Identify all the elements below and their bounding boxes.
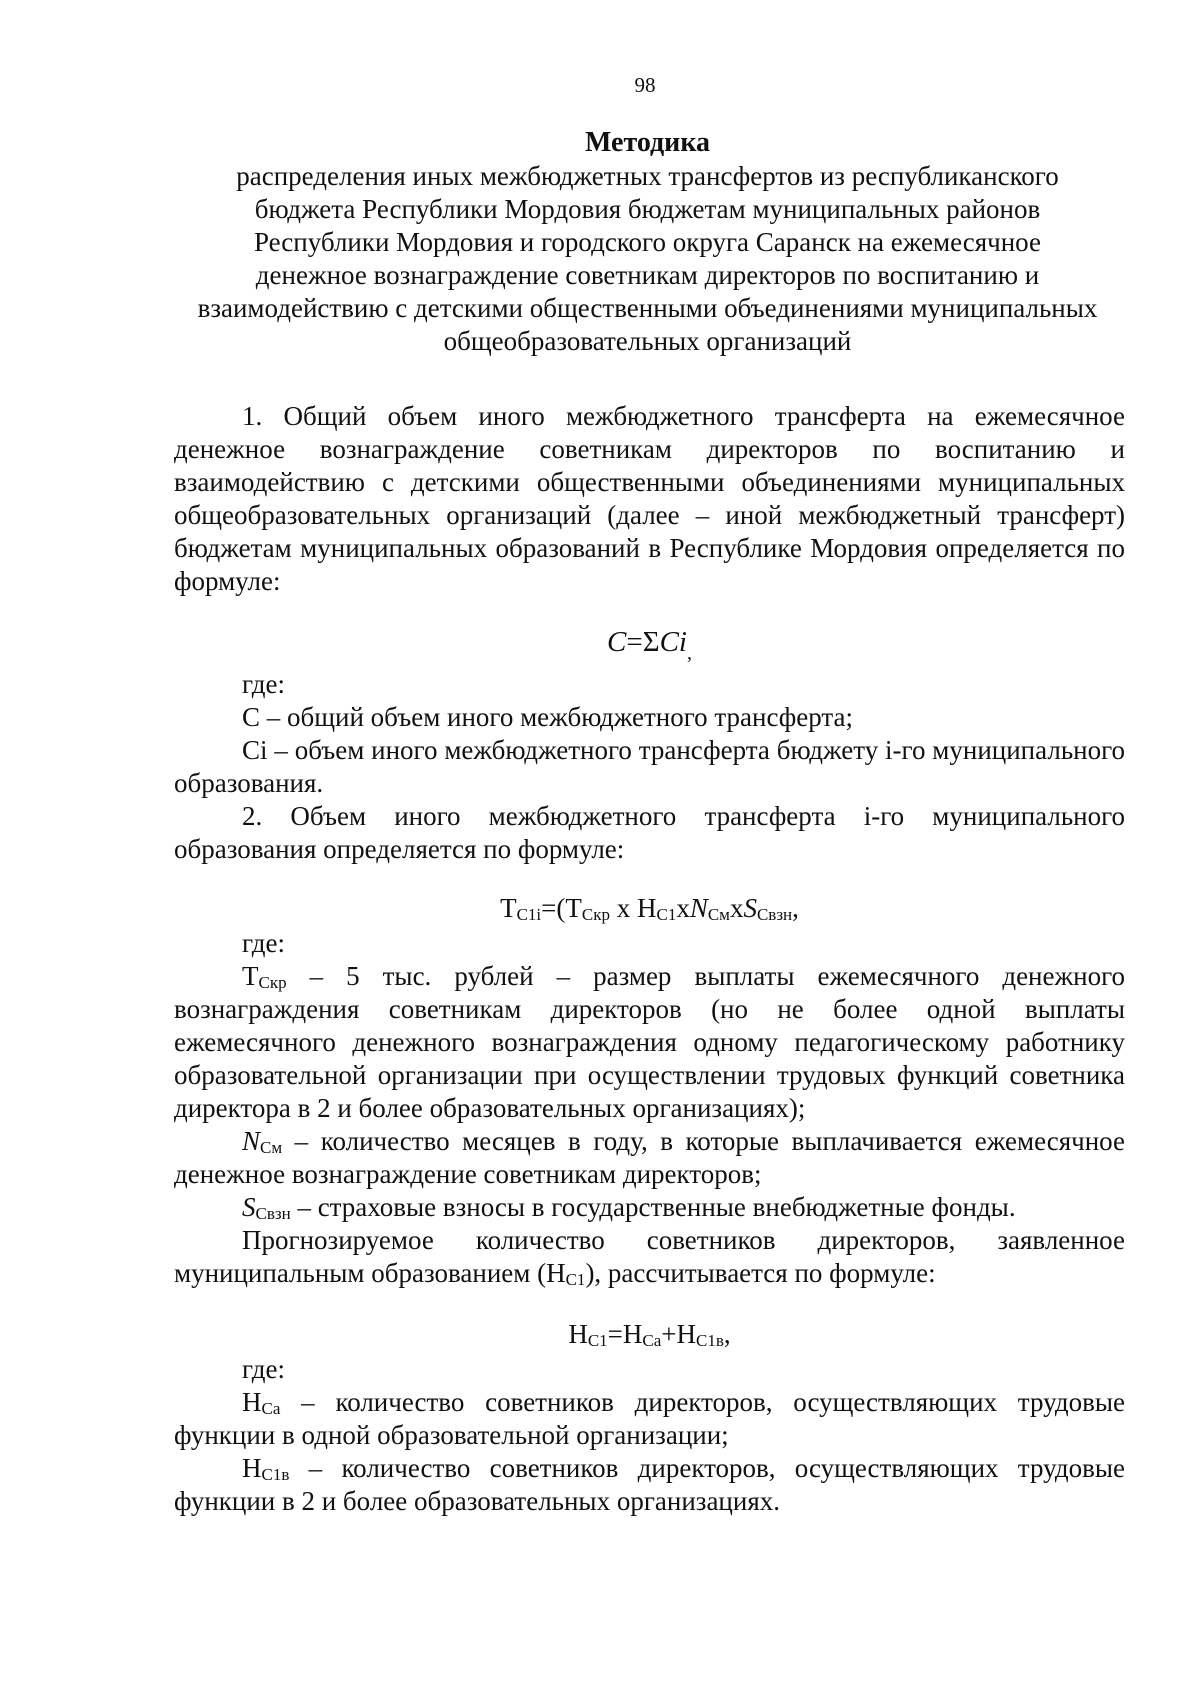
subtitle-line: денежное вознаграждение советникам директоров по воспитанию и <box>255 260 1040 290</box>
formula-symbol: N <box>689 893 708 923</box>
subtitle-line: Республики Мордовия и городского округа Саранск на ежемесячное <box>253 227 1041 257</box>
subtitle-line: общеобразовательных организаций <box>443 326 852 356</box>
formula-symbol: =Н <box>607 1319 643 1349</box>
formula-subscript: Скр <box>581 905 610 924</box>
document-title: Методика <box>584 127 711 158</box>
paragraph-2: 2. Объем иного межбюджетного трансферта i-го муниципального образования определяется по формуле: <box>174 801 1125 864</box>
formula-symbol: х <box>729 893 744 923</box>
where-label: где: <box>242 928 285 958</box>
definition-ci: Ci – объем иного межбюджетного трансферта бюджету i-го муниципального образования. <box>174 735 1125 798</box>
definition-tskr <box>174 960 1125 1125</box>
formula-symbol: +Н <box>661 1319 697 1349</box>
def-subscript: Са <box>261 1399 281 1418</box>
def-subscript: Свзн <box>255 1204 291 1223</box>
def-symbol: Н <box>242 1453 262 1483</box>
paragraph-3 <box>174 1224 1125 1290</box>
formula-total <box>174 626 1125 664</box>
formula-symbol: S <box>743 893 757 923</box>
def-symbol: Н <box>242 1387 262 1417</box>
document-body <box>174 400 1125 1518</box>
where-label: где: <box>242 1354 285 1384</box>
def-text: – страховые взносы в государственные внебюджетные фонды. <box>290 1192 1016 1222</box>
def-text: – количество советников директоров, осуществляющих трудовые функции в 2 и более образовательных организациях. <box>174 1453 1125 1516</box>
def-symbol: N <box>242 1126 261 1156</box>
p3-text: Прогнозируемое количество советников директоров, заявленное муниципальным образованием (Н <box>174 1225 1125 1288</box>
def-symbol: S <box>242 1192 256 1222</box>
def-subscript: С1в <box>261 1465 290 1484</box>
formula-subscript: С1i <box>516 905 542 924</box>
def-text: – 5 тыс. рублей – размер выплаты ежемесячного денежного вознаграждения советникам директоров (но не более одной выплаты ежемесячного денежного вознаграждения одному педагогическому работнику образовательной организации при осуществлении трудовых функций советника директора в 2 и более образовательных организациях); <box>174 961 1125 1123</box>
definition-nca <box>174 1386 1125 1452</box>
definition-ncm <box>174 1125 1125 1191</box>
document-subtitle <box>170 160 1125 358</box>
def-text: – количество месяцев в году, в которые выплачивается ежемесячное денежное вознаграждение советникам директоров; <box>174 1126 1125 1189</box>
definition-c: С – общий объем иного межбюджетного трансферта; <box>242 702 854 732</box>
formula-subscript: Свзн <box>756 905 793 924</box>
paragraph-1: 1. Общий объем иного межбюджетного трансферта на ежемесячное денежное вознаграждение советникам директоров по воспитанию и взаимодействию с детскими общественными объединениями муниципальных общеобразовательных организаций (далее – иной межбюджетный трансферт) бюджетам муниципальных образований в Республике Мордовия определяется по формуле: <box>174 401 1125 596</box>
formula-subscript: Са <box>642 1331 662 1350</box>
subtitle-line: распределения иных межбюджетных трансфертов из республиканского <box>236 161 1059 191</box>
formula-var-c: C <box>607 626 627 658</box>
formula-symbol: х Н <box>609 893 657 923</box>
def-text: – количество советников директоров, осуществляющих трудовые функции в одной образовательной организации; <box>174 1387 1125 1450</box>
definition-nc1v <box>174 1452 1125 1518</box>
def-subscript: Скр <box>258 973 287 992</box>
def-subscript: См <box>260 1138 283 1157</box>
formula-symbol: =(Т <box>541 893 582 923</box>
formula-comma: , <box>687 642 692 664</box>
formula-symbol: х <box>676 893 690 923</box>
formula-symbol: , <box>723 1319 731 1349</box>
formula-symbol: Н <box>568 1319 588 1349</box>
formula-symbol: , <box>792 893 799 923</box>
p3-subscript: С1 <box>565 1270 586 1289</box>
formula-var-ci: Ci <box>659 626 687 658</box>
formula-subscript: См <box>707 905 730 924</box>
formula-subscript: С1 <box>656 905 677 924</box>
formula-transfer <box>174 892 1125 925</box>
definition-svzn <box>174 1191 1125 1224</box>
formula-sigma: Σ <box>642 626 660 658</box>
formula-symbol: Т <box>500 893 517 923</box>
def-symbol: Т <box>242 961 259 991</box>
title-block <box>170 126 1125 358</box>
subtitle-line: взаимодействию с детскими общественными объединениями муниципальных <box>197 293 1098 323</box>
formula-subscript: С1 <box>587 1331 608 1350</box>
page-number: 98 <box>634 73 656 97</box>
subtitle-line: бюджета Республики Мордовия бюджетам муниципальных районов <box>254 194 1041 224</box>
where-label: где: <box>242 669 285 699</box>
p3-text: ), рассчитывается по формуле: <box>585 1258 936 1288</box>
formula-advisors <box>174 1318 1125 1351</box>
formula-subscript: С1в <box>696 1331 724 1350</box>
formula-equals: = <box>626 626 643 658</box>
